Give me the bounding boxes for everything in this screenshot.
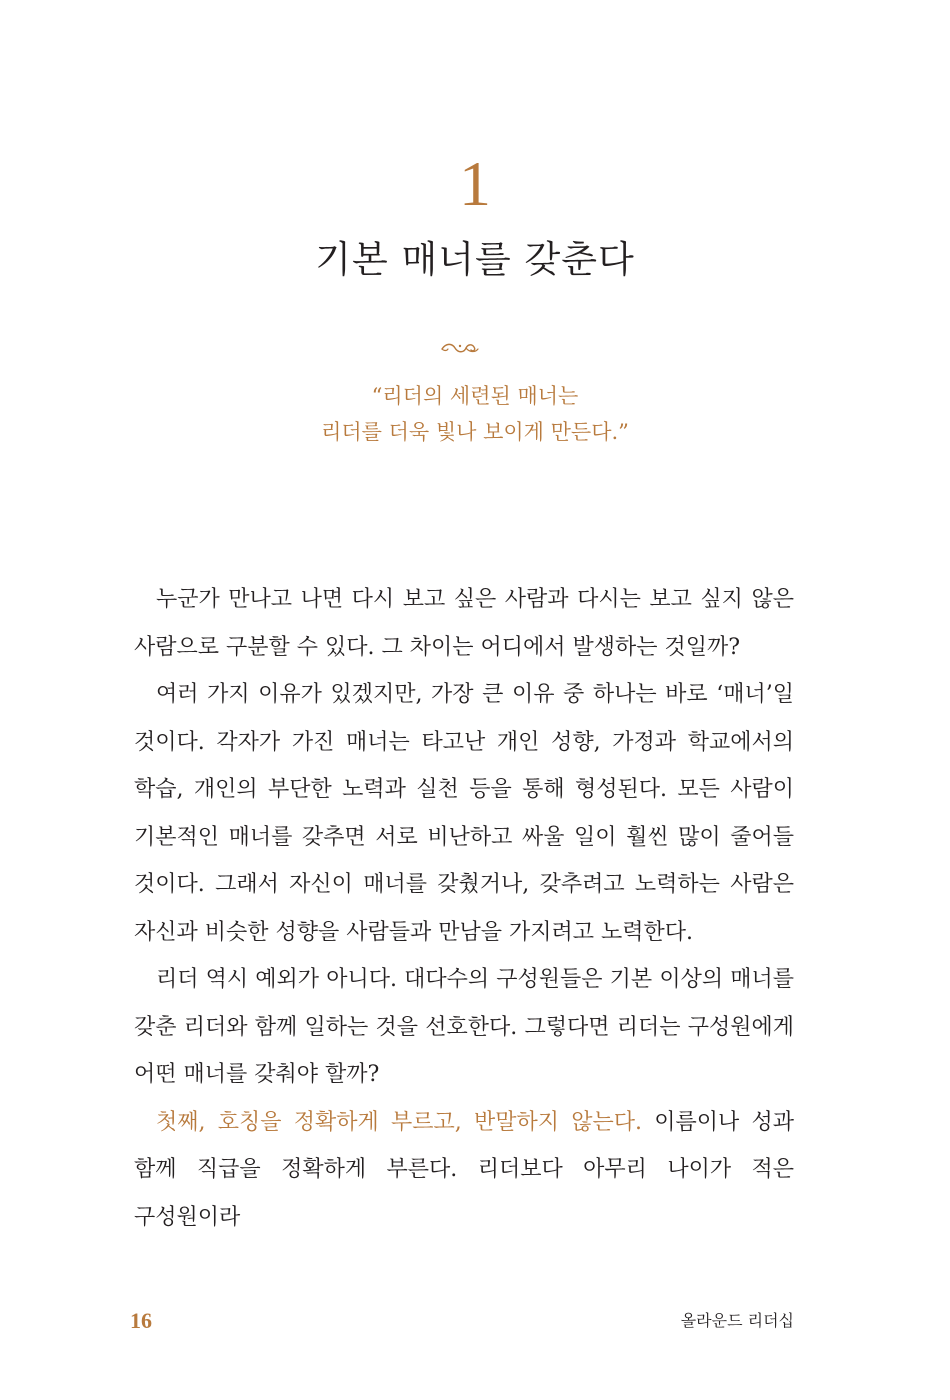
epigraph-line-1: “리더의 세련된 매너는 — [371, 384, 579, 408]
body-text — [134, 576, 794, 1241]
paragraph-4 — [134, 1099, 794, 1242]
chapter-number: 1 — [459, 148, 491, 219]
swirl-ornament-icon — [440, 338, 480, 358]
paragraph-3: 리더 역시 예외가 아니다. 대다수의 구성원들은 기본 이상의 매너를 갖춘 리더와 함께 일하는 것을 선호한다. 그렇다면 리더는 구성원에게 어떤 매너를 갖춰야 할까? — [134, 967, 794, 1087]
epigraph-line-2: 리더를 더욱 빛나 보이게 만든다.” — [321, 420, 629, 444]
paragraph-1: 누군가 만나고 나면 다시 보고 싶은 사람과 다시는 보고 싶지 않은 사람으로 구분할 수 있다. 그 차이는 어디에서 발생하는 것일까? — [134, 587, 794, 660]
page-number: 16 — [130, 1308, 152, 1333]
paragraph-2: 여러 가지 이유가 있겠지만, 가장 큰 이유 중 하나는 바로 ‘매너’일 것이다. 각자가 가진 매너는 타고난 개인 성향, 가정과 학교에서의 학습, 개인의 부단한 노력과 실천 등을 통해 형성된다. 모든 사람이 기본적인 매너를 갖추면 서로 비난하고 싸울 일이 훨씬 많이 줄어들 것이다. 그래서 자신이 매너를 갖췄거나, 갖추려고 노력하는 사람은 자신과 비슷한 성향을 사람들과 만남을 가지려고 노력한다. — [134, 682, 794, 945]
paragraph-4-text: 이름이나 성과 함께 직급을 정확하게 부른다. 리더보다 아무리 나이가 적은 구성원이라 — [134, 1109, 794, 1230]
epigraph-quote — [0, 378, 950, 450]
running-footer-book-title: 올라운드 리더십 — [680, 1311, 794, 1330]
chapter-title: 기본 매너를 갖춘다 — [315, 238, 635, 281]
highlighted-principle: 첫째, 호칭을 정확하게 부르고, 반말하지 않는다. — [156, 1109, 642, 1135]
